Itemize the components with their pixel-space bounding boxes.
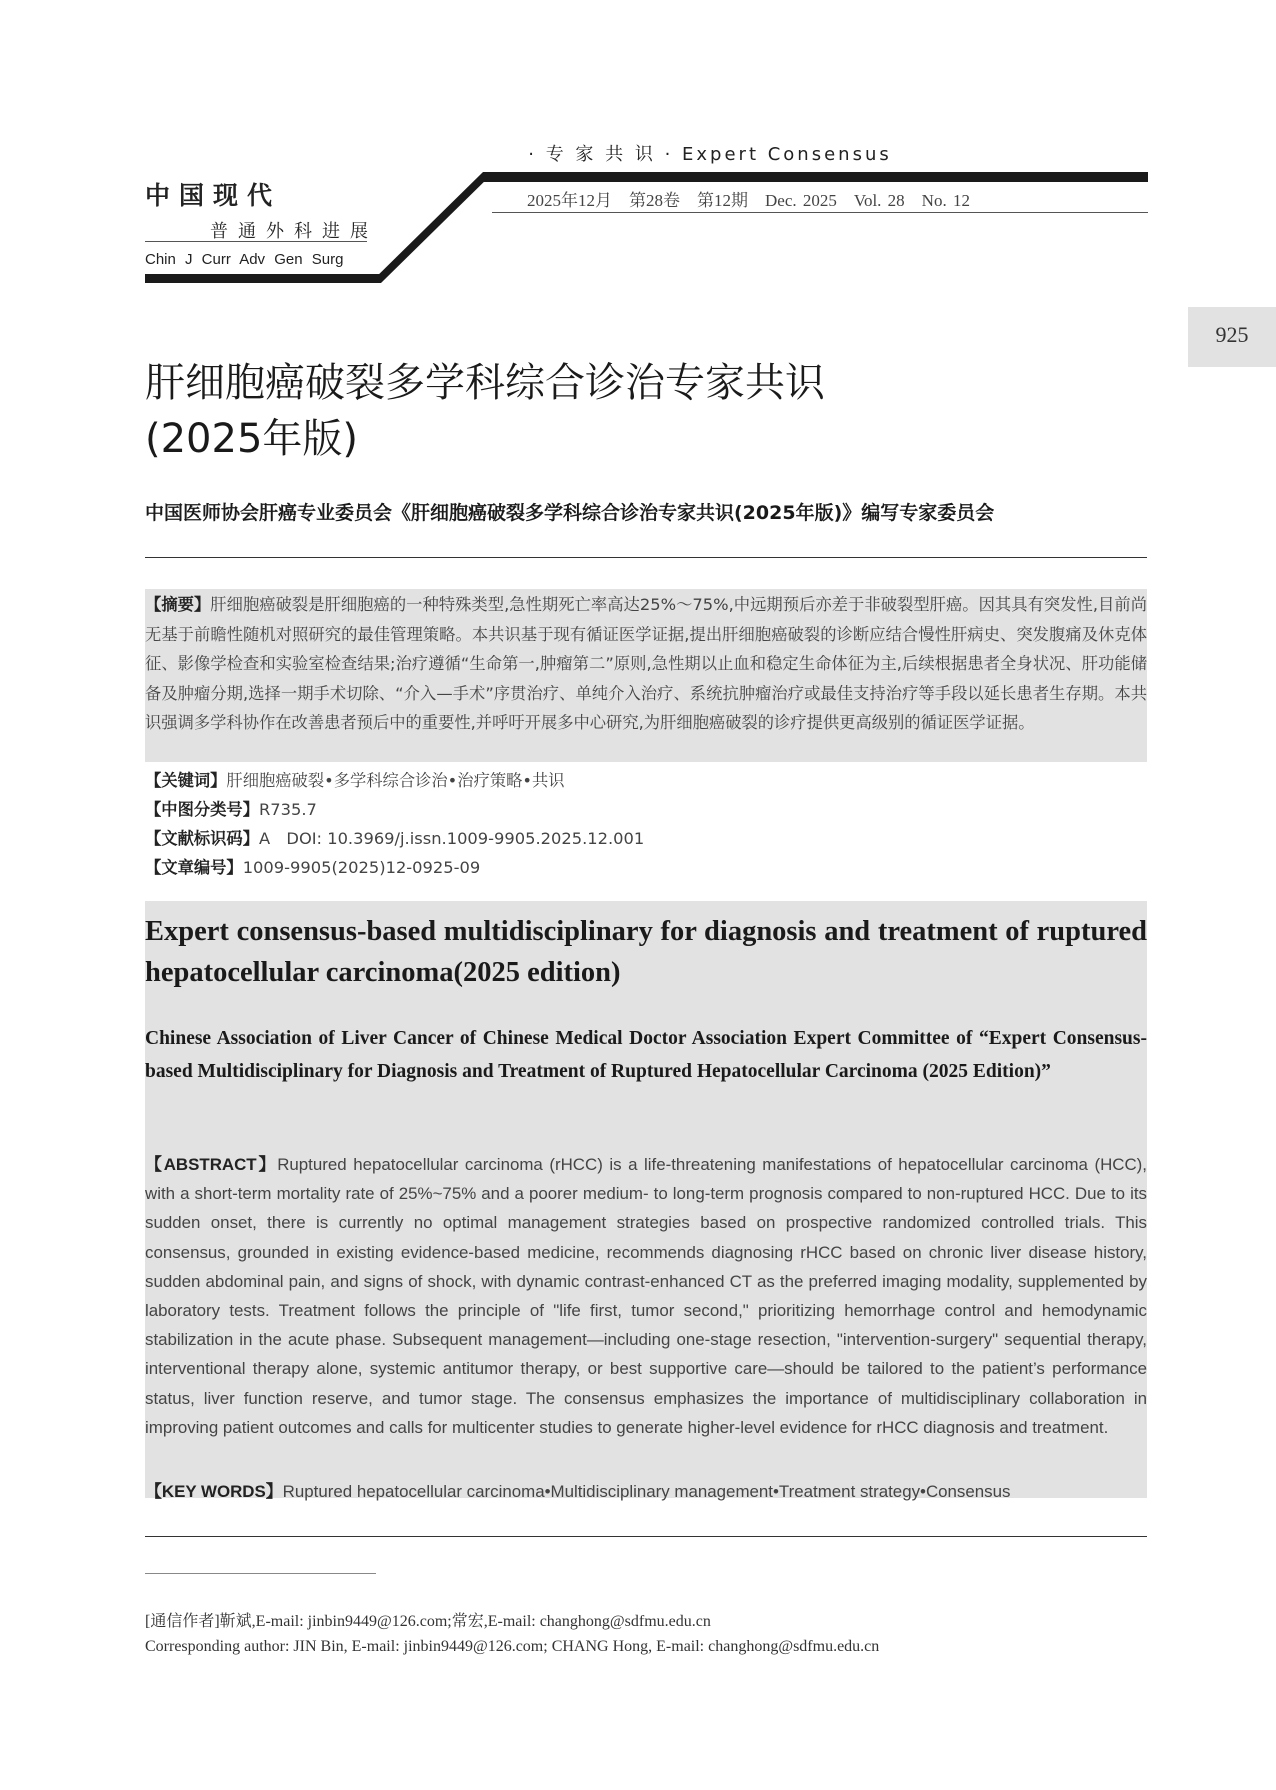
abstract-cn — [145, 590, 1147, 738]
header-bottom-bar — [145, 274, 381, 283]
keywords-cn-label: 【关键词】 — [145, 771, 227, 790]
corresponding-author-en: Corresponding author: JIN Bin, E-mail: jinbin9449@126.com; CHANG Hong, E-mail: changhong@sdfmu.edu.cn — [145, 1638, 880, 1655]
authors-en: Chinese Association of Liver Cancer of Chinese Medical Doctor Association Expert Committee of “Expert Consensus-based Multidisciplinary for Diagnosis and Treatment of Ruptured Hepatocellular Carcinoma (2025 Edition)” — [145, 1028, 1147, 1082]
journal-name-cn: 中国现代 — [145, 181, 282, 210]
header-top-bar — [483, 172, 1148, 182]
abstract-cn-text: 肝细胞癌破裂是肝细胞癌的一种特殊类型,急性期死亡率高达25%～75%,中远期预后亦差于非破裂型肝癌。因其具有突发性,目前尚无基于前瞻性随机对照研究的最佳管理策略。本共识基于现有循证医学证据,提出肝细胞癌破裂的诊断应结合慢性肝病史、突发腹痛及休克体征、影像学检查和实验室检查结果;治疗遵循“生命第一,肿瘤第二”原则,急性期以止血和稳定生命体征为主,后续根据患者全身状况、肝功能储备及肿瘤分期,选择一期手术切除、“介入—手术”序贯治疗、单纯介入治疗、系统抗肿瘤治疗或最佳支持治疗等手段以延长患者生存期。本共识强调多学科协作在改善患者预后中的重要性,并呼吁开展多中心研究,为肝细胞癌破裂的诊疗提供更高级别的循证医学证据。 — [145, 595, 1147, 733]
page-number: 925 — [1215, 322, 1249, 347]
clc-number — [145, 796, 317, 820]
abstract-en-label: 【ABSTRACT】 — [145, 1155, 278, 1174]
header-rule — [492, 212, 1148, 213]
title-cn-line1: 肝细胞癌破裂多学科综合诊治专家共识 — [145, 360, 825, 406]
keywords-cn — [145, 767, 565, 791]
doc-code-label: 【文献标识码】 — [145, 829, 259, 848]
doc-code-value: A DOI: 10.3969/j.issn.1009-9905.2025.12.001 — [258, 829, 645, 848]
corr-cn-label: [通信作者] — [145, 1613, 220, 1630]
abstract-cn-label: 【摘要】 — [145, 595, 211, 614]
section-label: · 专 家 共 识 · Expert Consensus — [528, 144, 892, 165]
article-no-value: 1009-9905(2025)12-0925-09 — [242, 858, 481, 877]
footnote-rule — [145, 1573, 376, 1574]
issue-info: 2025年12月 第28卷 第12期 Dec. 2025 Vol. 28 No. 12 — [527, 191, 970, 210]
keywords-cn-text: 肝细胞癌破裂•多学科综合诊治•治疗策略•共识 — [226, 771, 565, 790]
abstract-en — [145, 1150, 1147, 1442]
article-no-label: 【文章编号】 — [145, 858, 243, 877]
article-number — [145, 854, 480, 878]
abstract-divider — [145, 1536, 1147, 1537]
journal-name-en: Chin J Curr Adv Gen Surg — [145, 251, 344, 268]
corr-cn-text: 靳斌,E-mail: jinbin9449@126.com;常宏,E-mail: changhong@sdfmu.edu.cn — [219, 1613, 711, 1630]
corresponding-author-cn — [145, 1608, 711, 1631]
article-title-en: Expert consensus-based multidisciplinary for diagnosis and treatment of ruptured hepatocellular carcinoma(2025 edition) — [145, 916, 1147, 988]
title-divider — [145, 557, 1147, 558]
document-code — [145, 825, 644, 849]
clc-value: R735.7 — [258, 800, 317, 819]
article-title-cn — [145, 355, 1045, 467]
title-cn-line2: (2025年版) — [145, 416, 359, 462]
keywords-en-text: Ruptured hepatocellular carcinoma•Multidisciplinary management•Treatment strategy•Consensus — [282, 1482, 1011, 1501]
journal-name-cn-sub: 普通外科进展 — [210, 221, 378, 242]
abstract-en-text: Ruptured hepatocellular carcinoma (rHCC) is a life-threatening manifestations of hepatocellular carcinoma (HCC), with a short-term mortality rate of 25%~75% and a poorer medium- to long-term prognosis compared to non-ruptured HCC. Due to its sudden onset, there is currently no optimal management strategies based on prospective randomized controlled trials. This consensus, grounded in existing evidence-based medicine, recommends diagnosing rHCC based on chronic liver disease history, sudden abdominal pain, and signs of shock, with dynamic contrast-enhanced CT as the preferred imaging modality, supplemented by laboratory tests. Treatment follows the principle of "life first, tumor second," prioritizing hemorrhage control and hemodynamic stabilization in the acute phase. Subsequent management—including one-stage resection, "intervention-surgery" sequential therapy, interventional therapy alone, systemic antitumor therapy, or best supportive care—should be tailored to the patient’s performance status, liver function reserve, and tumor stage. The consensus emphasizes the importance of multidisciplinary collaboration in improving patient outcomes and calls for multicenter studies to generate higher-level evidence for rHCC diagnosis and treatment. — [145, 1155, 1147, 1437]
header-diagonal — [370, 172, 494, 283]
clc-label: 【中图分类号】 — [145, 800, 259, 819]
authors-cn: 中国医师协会肝癌专业委员会《肝细胞癌破裂多学科综合诊治专家共识(2025年版)》编写专家委员会 — [145, 502, 995, 524]
keywords-en-label: 【KEY WORDS】 — [145, 1482, 283, 1501]
keywords-en — [145, 1478, 1147, 1502]
